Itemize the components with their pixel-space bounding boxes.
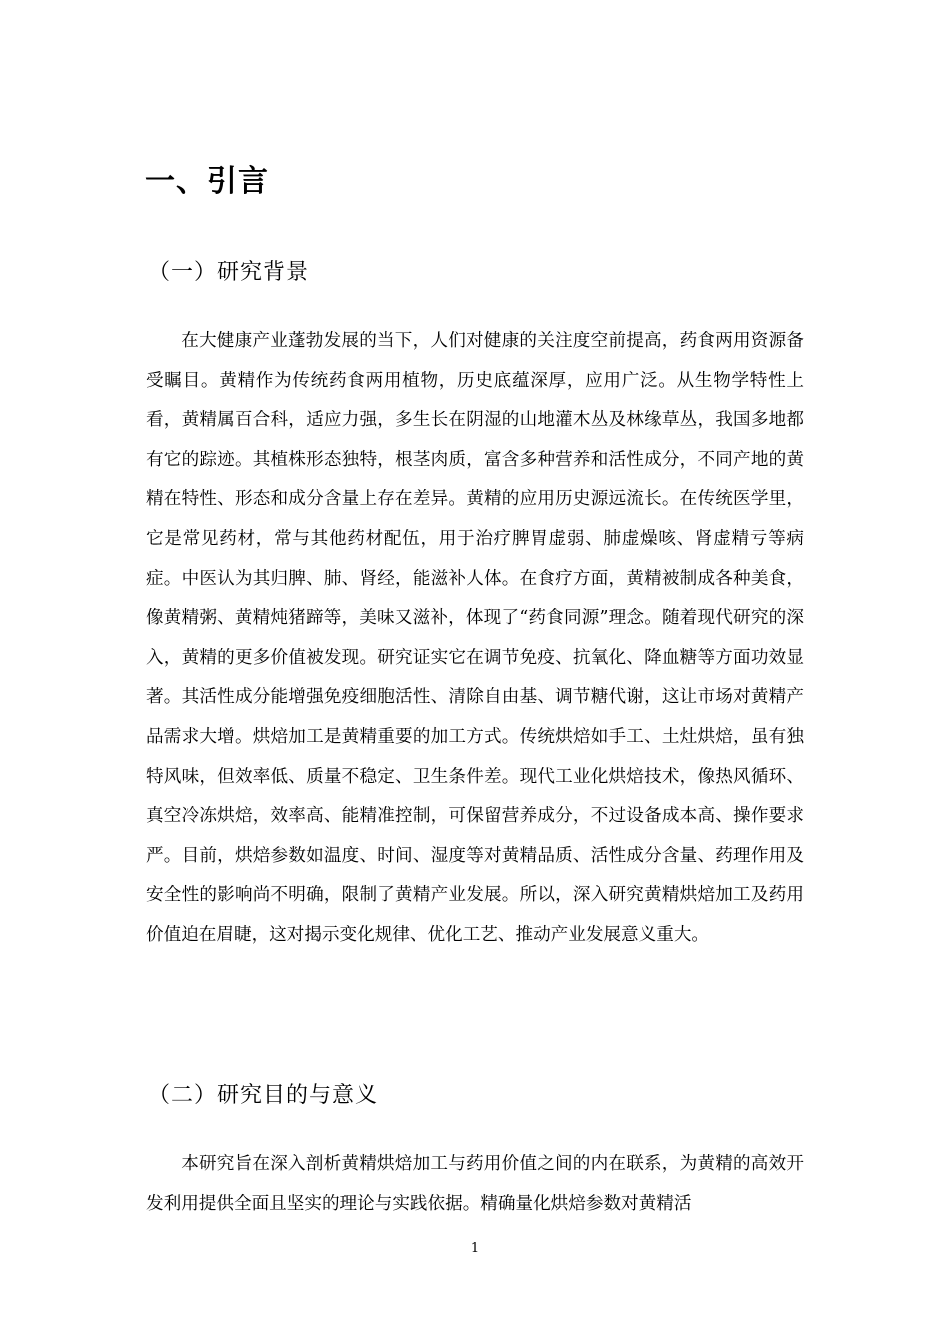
main-heading: 一、引言 <box>145 164 269 199</box>
section-paragraph-background: 在大健康产业蓬勃发展的当下，人们对健康的关注度空前提高，药食两用资源备受瞩目。黄精作为传统药食两用植物，历史底蕴深厚，应用广泛。从生物学特性上看，黄精属百合科，适应力强，多生长在阴湿的山地灌木丛及林缘草丛，我国多地都有它的踪迹。其植株形态独特，根茎肉质，富含多种营养和活性成分，不同产地的黄精在特性、形态和成分含量上存在差异。黄精的应用历史源远流长。在传统医学里，它是常见药材，常与其他药材配伍，用于治疗脾胃虚弱、肺虚燥咳、肾虚精亏等病症。中医认为其归脾、肺、肾经，能滋补人体。在食疗方面，黄精被制成各种美食，像黄精粥、黄精炖猪蹄等，美味又滋补，体现了“药食同源”理念。随着现代研究的深入，黄精的更多价值被发现。研究证实它在调节免疫、抗氧化、降血糖等方面功效显著。其活性成分能增强免疫细胞活性、清除自由基、调节糖代谢，这让市场对黄精产品需求大增。烘焙加工是黄精重要的加工方式。传统烘焙如手工、土灶烘焙，虽有独特风味，但效率低、质量不稳定、卫生条件差。现代工业化烘焙技术，像热风循环、真空冷冻烘焙，效率高、能精准控制，可保留营养成分，不过设备成本高、操作要求严。目前，烘焙参数如温度、时间、湿度等对黄精品质、活性成分含量、药理作用及安全性的影响尚不明确，限制了黄精产业发展。所以，深入研究黄精烘焙加工及药用价值迫在眉睫，这对揭示变化规律、优化工艺、推动产业发展意义重大。 <box>146 331 804 945</box>
page-number: 1 <box>470 1241 480 1256</box>
section-heading-purpose: （二）研究目的与意义 <box>148 1083 379 1108</box>
section-heading-background: （一）研究背景 <box>148 260 310 285</box>
section-paragraph-purpose: 本研究旨在深入剖析黄精烘焙加工与药用价值之间的内在联系，为黄精的高效开发利用提供全面且坚实的理论与实践依据。精确量化烘焙参数对黄精活 <box>146 1154 804 1214</box>
